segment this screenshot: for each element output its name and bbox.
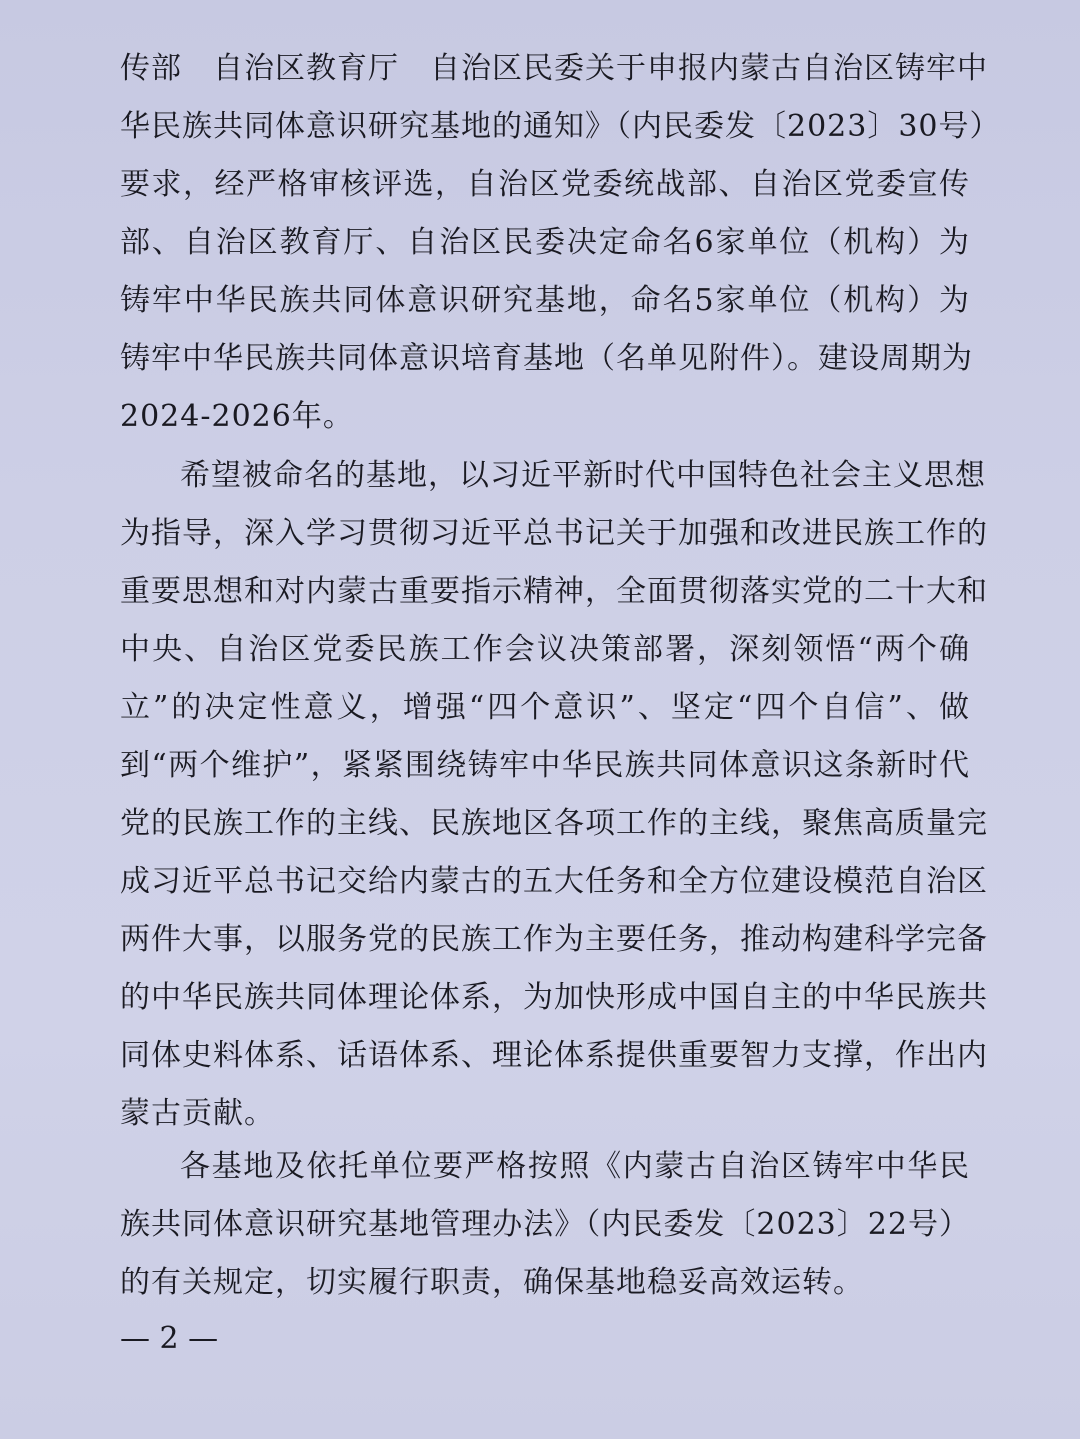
page-number: — 2 —	[120, 1321, 219, 1356]
text-line: 族共同体意识研究基地管理办法》（内民委发〔2023〕22号）	[120, 1207, 970, 1242]
text-line: 部、自治区教育厅、自治区民委决定命名6家单位（机构）为	[120, 225, 970, 260]
text-line: 要求，经严格审核评选，自治区党委统战部、自治区党委宣传	[120, 167, 970, 202]
text-line: 传部 自治区教育厅 自治区民委关于申报内蒙古自治区铸牢中	[120, 51, 988, 86]
text-line: 华民族共同体意识研究基地的通知》（内民委发〔2023〕30号）	[120, 109, 1001, 144]
text-line: 的中华民族共同体理论体系，为加快形成中国自主的中华民族共	[120, 980, 988, 1015]
text-line: 的有关规定，切实履行职责，确保基地稳妥高效运转。	[120, 1265, 864, 1300]
text-line: 重要思想和对内蒙古重要指示精神，全面贯彻落实党的二十大和	[120, 574, 988, 609]
text-line: 铸牢中华民族共同体意识培育基地（名单见附件）。建设周期为	[120, 341, 973, 376]
text-line: 希望被命名的基地，以习近平新时代中国特色社会主义思想	[180, 458, 986, 493]
text-line: 2024-2026年。	[120, 399, 354, 434]
text-line: 两件大事，以服务党的民族工作为主要任务，推动构建科学完备	[120, 922, 988, 957]
text-line: 立”的决定性意义，增强“四个意识”、坚定“四个自信”、做	[120, 690, 970, 725]
text-line: 各基地及依托单位要严格按照《内蒙古自治区铸牢中华民	[180, 1149, 970, 1184]
text-line: 中央、自治区党委民族工作会议决策部署，深刻领悟“两个确	[120, 632, 970, 667]
text-line: 党的民族工作的主线、民族地区各项工作的主线，聚焦高质量完	[120, 806, 988, 841]
text-line: 为指导，深入学习贯彻习近平总书记关于加强和改进民族工作的	[120, 516, 988, 551]
text-line: 铸牢中华民族共同体意识研究基地，命名5家单位（机构）为	[120, 283, 970, 318]
text-line: 成习近平总书记交给内蒙古的五大任务和全方位建设模范自治区	[120, 864, 988, 899]
text-line: 蒙古贡献。	[120, 1096, 275, 1131]
text-line: 同体史料体系、话语体系、理论体系提供重要智力支撑，作出内	[120, 1038, 988, 1073]
text-line: 到“两个维护”，紧紧围绕铸牢中华民族共同体意识这条新时代	[120, 748, 970, 783]
